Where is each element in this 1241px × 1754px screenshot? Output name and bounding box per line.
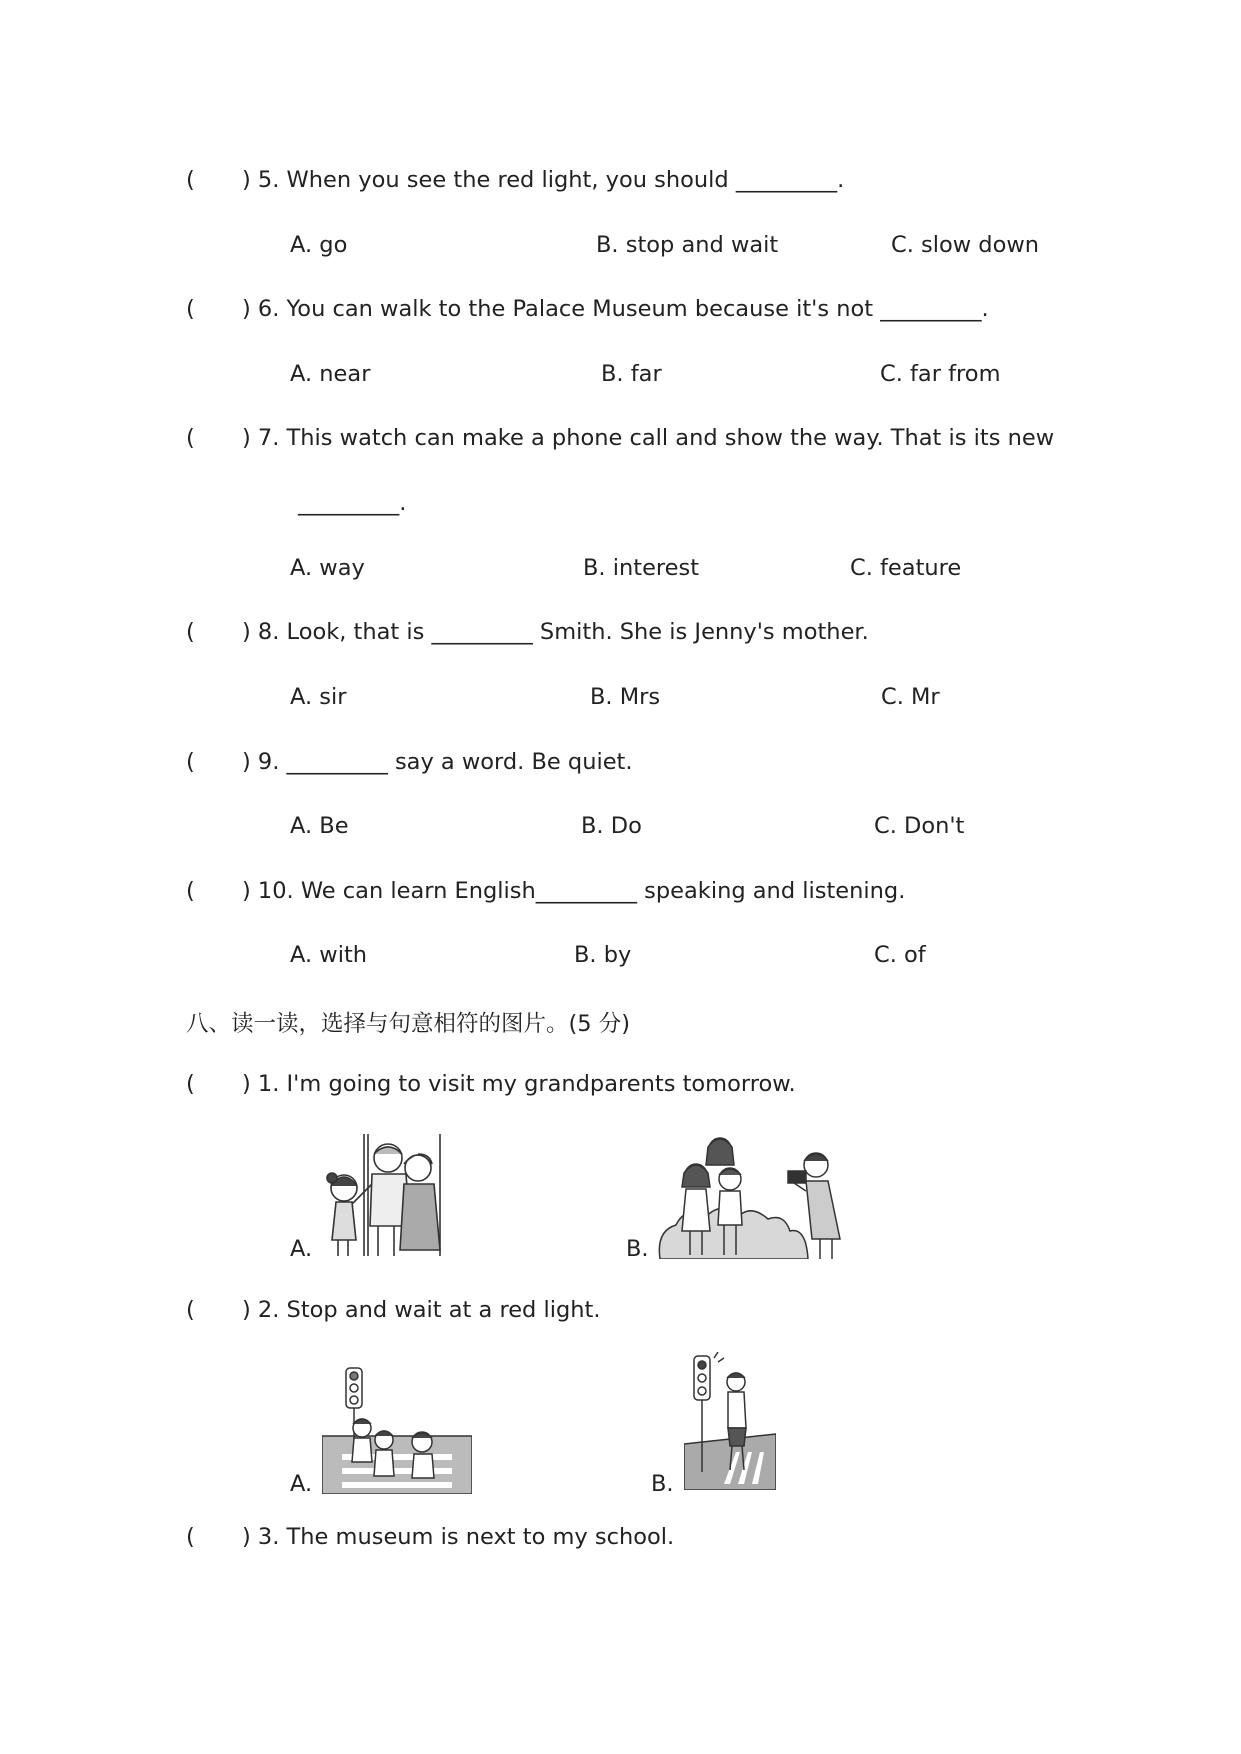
option-c: C. Don't <box>874 813 965 839</box>
option-b: B. interest <box>583 555 700 581</box>
question-continuation: _________. <box>298 490 407 516</box>
boy-waiting-traffic-light-illustration[interactable] <box>684 1352 776 1490</box>
option-a: A. Be <box>290 813 349 839</box>
answer-bracket-open[interactable]: ( <box>186 1524 195 1550</box>
option-a: A. near <box>290 361 371 387</box>
children-crossing-illustration[interactable] <box>322 1366 472 1494</box>
answer-bracket-open[interactable]: ( <box>186 878 195 904</box>
question-text: ) 9. _________ say a word. Be quiet. <box>242 749 633 775</box>
question-text: ) 10. We can learn English_________ speaking and listening. <box>242 878 906 904</box>
grandparents-hug-illustration[interactable] <box>324 1132 446 1258</box>
picture-label-b: B. <box>626 1236 649 1262</box>
option-a: A. sir <box>290 684 347 710</box>
option-a: A. way <box>290 555 365 581</box>
option-b: B. far <box>601 361 662 387</box>
answer-bracket-open[interactable]: ( <box>186 1071 195 1097</box>
question-text: ) 8. Look, that is _________ Smith. She is Jenny's mother. <box>242 619 869 645</box>
answer-bracket-open[interactable]: ( <box>186 167 195 193</box>
option-c: C. far from <box>880 361 1001 387</box>
option-a: A. with <box>290 942 368 968</box>
option-c: C. Mr <box>881 684 940 710</box>
answer-bracket-open[interactable]: ( <box>186 296 195 322</box>
answer-bracket-open[interactable]: ( <box>186 425 195 451</box>
question-text: ) 7. This watch can make a phone call and show the way. That is its new <box>242 425 1055 451</box>
option-c: C. feature <box>850 555 962 581</box>
option-c: C. slow down <box>891 232 1040 258</box>
option-b: B. by <box>574 942 632 968</box>
option-b: B. stop and wait <box>596 232 779 258</box>
question-text: ) 6. You can walk to the Palace Museum because it's not _________. <box>242 296 989 322</box>
answer-bracket-open[interactable]: ( <box>186 1297 195 1323</box>
question-text: ) 3. The museum is next to my school. <box>242 1524 675 1550</box>
family-photo-illustration[interactable] <box>656 1135 856 1259</box>
question-text: ) 1. I'm going to visit my grandparents tomorrow. <box>242 1071 796 1097</box>
option-b: B. Do <box>581 813 642 839</box>
picture-label-a: A. <box>290 1471 313 1497</box>
picture-label-b: B. <box>651 1471 674 1497</box>
answer-bracket-open[interactable]: ( <box>186 619 195 645</box>
option-c: C. of <box>874 942 926 968</box>
option-b: B. Mrs <box>590 684 661 710</box>
answer-bracket-open[interactable]: ( <box>186 749 195 775</box>
picture-label-a: A. <box>290 1236 313 1262</box>
section-title: 八、读一读，选择与句意相符的图片。(5 分) <box>186 1011 631 1037</box>
option-a: A. go <box>290 232 348 258</box>
question-text: ) 2. Stop and wait at a red light. <box>242 1297 601 1323</box>
question-text: ) 5. When you see the red light, you should _________. <box>242 167 845 193</box>
